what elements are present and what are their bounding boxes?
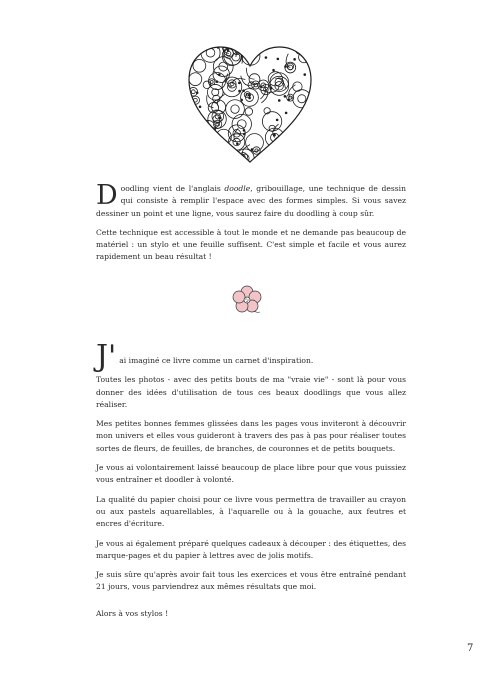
main-paragraph-7: Je suis sûre qu'après avoir fait tous les exercices et vous être entraîné pendant 21 jours, vous parviendrez aux mêmes résultats que moi.	[96, 570, 406, 592]
intro-paragraph-1	[96, 180, 406, 220]
main-paragraph-4: Je vous ai volontairement laissé beaucoup de place libre pour que vous puissiez vous entraîner et doodler à volonté.	[96, 463, 406, 485]
main-paragraph-8: Alors à vos stylos !	[96, 608, 169, 618]
intro-text	[96, 180, 406, 271]
main-paragraph-6: Je vous ai également préparé quelques cadeaux à découper : des étiquettes, des marque-pages et du papier à lettres avec de jolis motifs.	[96, 538, 406, 560]
intro-paragraph-2: Cette technique est accessible à tout le monde et ne demande pas beaucoup de matériel : un stylo et une feuille suffisent. C'est simple et facile et vous aurez rapidement un beau résultat !	[96, 227, 406, 262]
intro-text-b: , gribouillage, une technique de dessin qui consiste à remplir l'espace avec des formes simples. Si vous savez dessiner un point et une ligne, vous saurez faire du doodling à coup sûr.	[96, 184, 406, 218]
intro-text-a: oodling vient de l'anglais	[120, 184, 225, 193]
page-number: 7	[467, 643, 474, 654]
dropcap-d: D	[96, 180, 118, 211]
doodle-word: doodle	[224, 184, 251, 193]
doodle-heart-illustration	[185, 44, 315, 164]
main-paragraph-3: Mes petites bonnes femmes glissées dans les pages vous inviteront à découvrir mon univers et elles vous guideront à travers des pas à pas pour réaliser toutes sortes de fleurs, de feuilles, de branches, de couronnes et de petits bouquets.	[96, 419, 406, 453]
main-paragraph-2: Toutes les photos - avec des petits bouts de ma "vraie vie" - sont là pour vous donner des idées d'utilisation de tous ces beaux doodlings que vous allez réaliser.	[96, 375, 406, 409]
main-paragraph-5: La qualité du papier choisi pour ce livre vous permettra de travailler au crayon ou aux pastels aquarellables, à l'aquarelle ou à la gouache, aux feutres et encres d'écriture.	[96, 494, 406, 529]
pink-flower-doodle	[231, 284, 263, 316]
main-paragraph-1	[96, 339, 406, 374]
dropcap-j: J'	[96, 339, 117, 374]
main-paragraph-1-text: ai imaginé ce livre comme un carnet d'inspiration.	[119, 356, 314, 365]
main-text	[96, 339, 406, 627]
